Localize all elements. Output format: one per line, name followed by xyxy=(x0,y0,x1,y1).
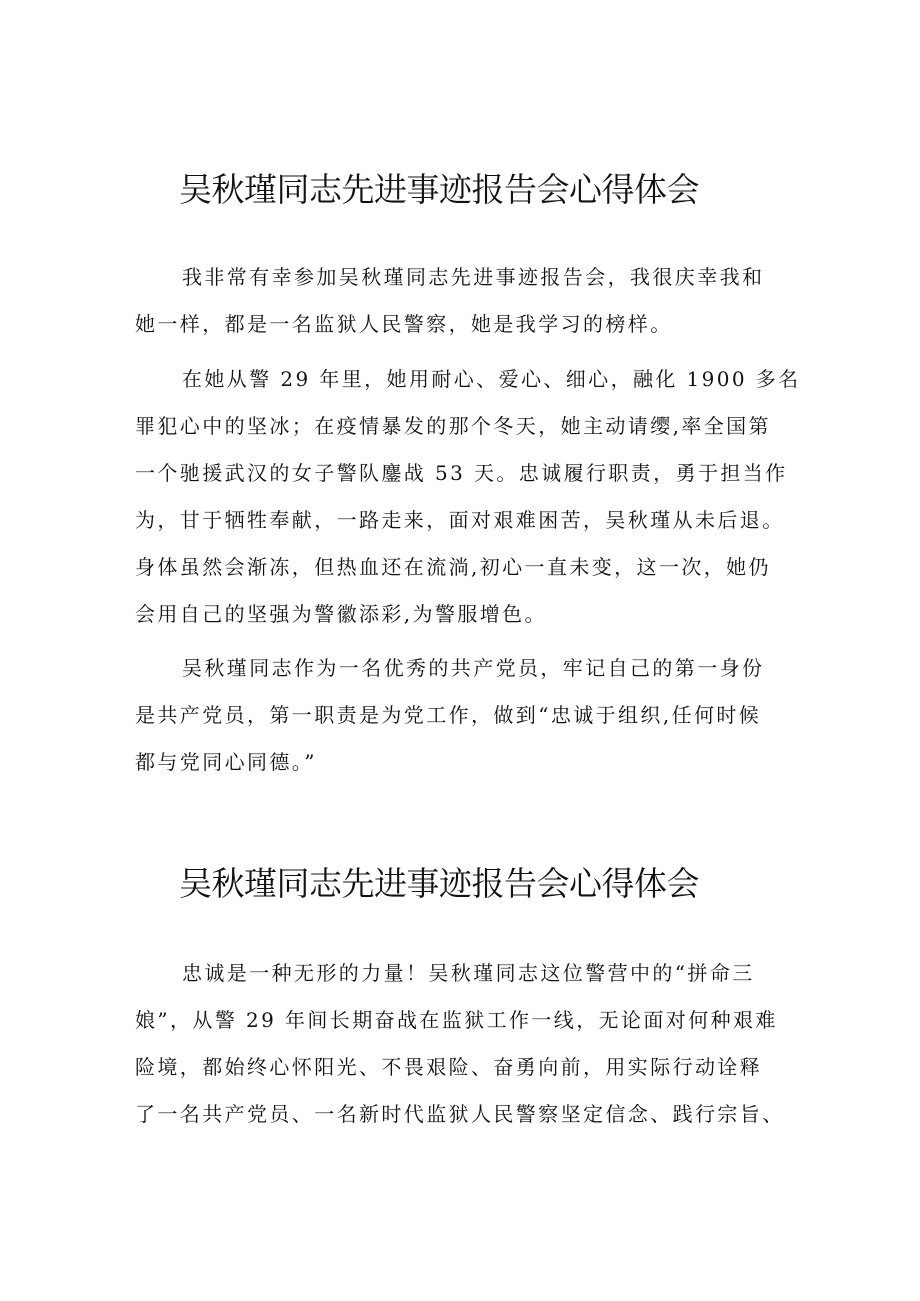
paragraph-line: 险境，都始终心怀阳光、不畏艰险、奋勇向前，用实际行动诠释 xyxy=(135,1055,763,1079)
paragraph xyxy=(135,254,805,348)
paragraph xyxy=(135,356,805,638)
paragraph xyxy=(135,645,805,786)
paragraph-line: 为，甘于牺牲奉献，一路走来，面对艰难困苦，吴秋瑾从未后退。 xyxy=(135,508,785,532)
paragraph-line: 是共产党员，第一职责是为党工作，做到“忠诚于组织,任何时候 xyxy=(135,703,762,727)
section-title: 吴秋瑾同志先进事迹报告会心得体会 xyxy=(179,864,699,903)
paragraph-line: 吴秋瑾同志作为一名优秀的共产党员，牢记自己的第一身份 xyxy=(182,656,765,680)
paragraph-line: 了一名共产党员、一名新时代监狱人民警察坚定信念、践行宗旨、 xyxy=(135,1102,785,1126)
paragraph-line: 她一样，都是一名监狱人民警察，她是我学习的榜样。 xyxy=(135,312,673,336)
paragraph-line: 娘”，从警 29 年间长期奋战在监狱工作一线，无论面对何种艰难 xyxy=(135,1008,778,1032)
paragraph-line: 都与党同心同德。” xyxy=(135,750,317,774)
paragraph-line: 忠诚是一种无形的力量！吴秋瑾同志这位警营中的“拼命三 xyxy=(182,961,755,985)
paragraph-line: 一个驰援武汉的女子警队鏖战 53 天。忠诚履行职责，勇于担当作 xyxy=(135,461,788,485)
section-title: 吴秋瑾同志先进事迹报告会心得体会 xyxy=(179,170,699,209)
paragraph-line: 会用自己的坚强为警徽添彩,为警服增色。 xyxy=(135,602,547,626)
paragraph xyxy=(135,950,805,1138)
paragraph-line: 我非常有幸参加吴秋瑾同志先进事迹报告会，我很庆幸我和 xyxy=(182,265,765,289)
paragraph-line: 身体虽然会渐冻，但热血还在流淌,初心一直未变，这一次，她仍 xyxy=(135,555,771,579)
paragraph-line: 在她从警 29 年里，她用耐心、爱心、细心，融化 1900 多名 xyxy=(182,367,801,391)
paragraph-line: 罪犯心中的坚冰；在疫情暴发的那个冬天，她主动请缨,率全国第 xyxy=(135,414,771,438)
